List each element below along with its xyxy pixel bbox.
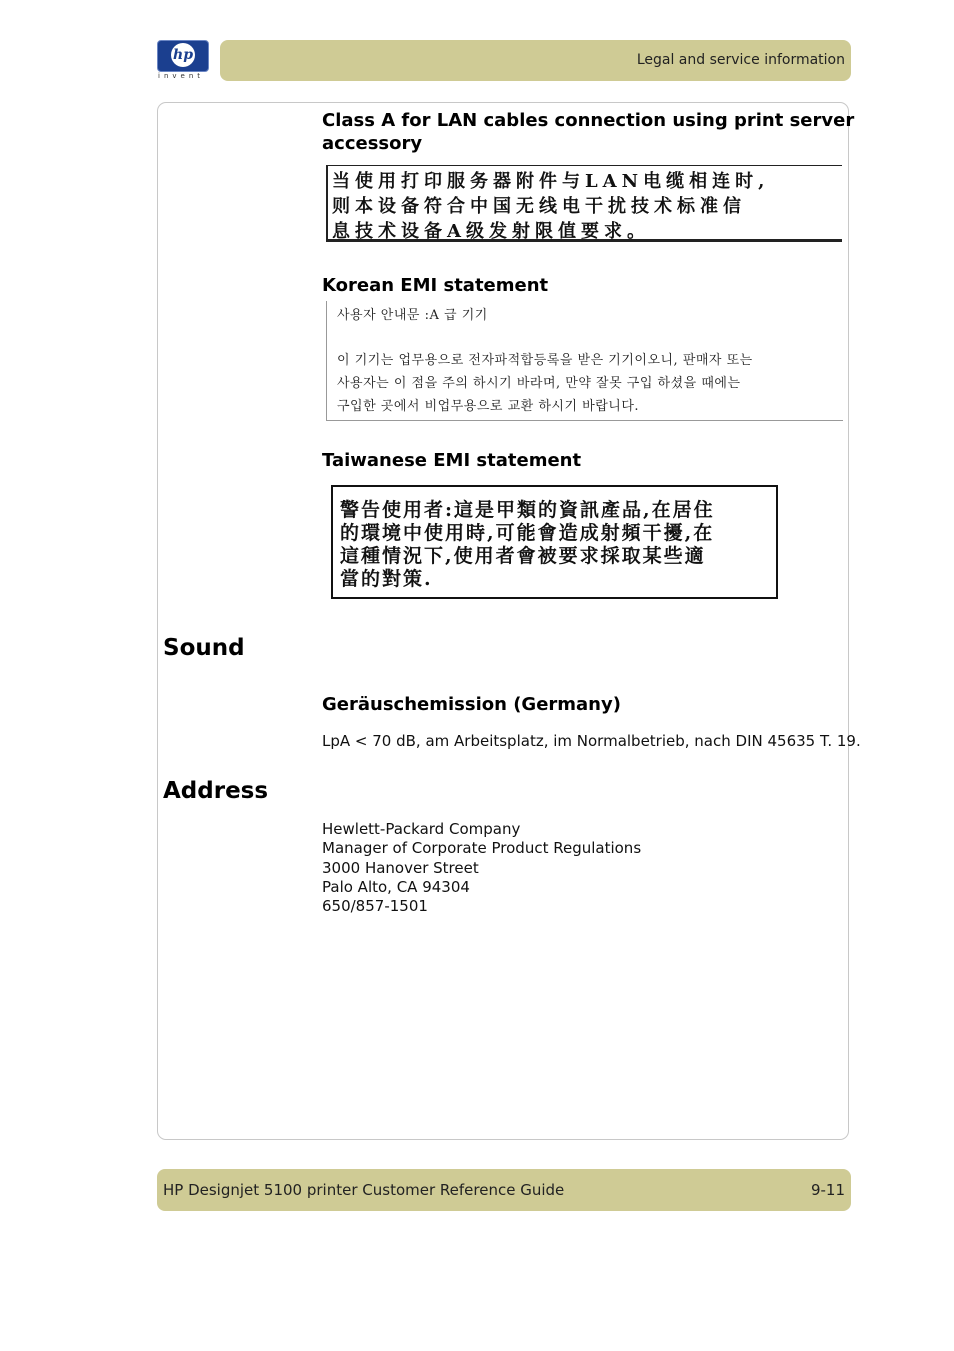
content-frame xyxy=(157,102,849,1140)
address-line-company: Hewlett-Packard Company xyxy=(322,820,521,838)
header-bar xyxy=(220,40,851,81)
address-line-street: 3000 Hanover Street xyxy=(322,858,479,877)
header-title: Legal and service information xyxy=(636,52,845,68)
sound-title: Sound xyxy=(163,635,245,661)
hp-logo-letters: hp xyxy=(171,43,195,67)
taiwanese-emi-line-2: 的環境中使用時,可能會造成射頻干擾,在 xyxy=(340,522,715,544)
hp-logo-mark xyxy=(157,40,209,72)
korean-emi-heading: Korean EMI statement xyxy=(322,275,549,296)
chinese-emi-line-2: 则本设备符合中国无线电干扰技术标准信 xyxy=(332,196,746,217)
hp-logo-tagline: invent xyxy=(158,72,205,80)
taiwanese-emi-line-4: 當的對策. xyxy=(340,568,433,590)
class-a-heading-line2: accessory xyxy=(322,133,423,154)
taiwanese-emi-line-1: 警告使用者:這是甲類的資訊產品,在居住 xyxy=(340,499,715,521)
hp-logo xyxy=(157,40,209,82)
address-line-department: Manager of Corporate Product Regulations xyxy=(322,839,642,858)
korean-emi-line-3: 사용자는 이 점을 주의 하시기 바라며, 만약 잘못 구입 하셨을 때에는 xyxy=(337,376,741,391)
class-a-heading-line1: Class A for LAN cables connection using print server xyxy=(322,110,855,131)
taiwanese-emi-line-3: 這種情況下,使用者會被要求採取某些適 xyxy=(340,545,706,567)
chinese-emi-line-1: 当使用打印服务器附件与LAN电缆相连时, xyxy=(332,171,770,192)
korean-emi-image xyxy=(326,301,843,421)
korean-emi-line-2: 이 기기는 업무용으로 전자파적합등록을 받은 기기이오니, 판매자 또는 xyxy=(337,353,753,368)
address-line-city: Palo Alto, CA 94304 xyxy=(322,877,470,896)
footer-doc-title: HP Designjet 5100 printer Customer Reference Guide xyxy=(163,1181,565,1199)
chinese-emi-image xyxy=(326,165,842,242)
sound-text: LpA < 70 dB, am Arbeitsplatz, im Normalbetrieb, nach DIN 45635 T. 19. xyxy=(322,732,861,750)
class-a-heading xyxy=(322,109,854,155)
korean-emi-line-4: 구입한 곳에서 비업무용으로 교환 하시기 바랍니다. xyxy=(337,399,640,414)
taiwanese-emi-heading: Taiwanese EMI statement xyxy=(322,450,582,471)
chinese-emi-line-3: 息技术设备A级发射限值要求。 xyxy=(332,221,650,242)
taiwanese-emi-image xyxy=(331,485,778,599)
sound-subheading: Geräuschemission (Germany) xyxy=(322,694,621,715)
footer-bar xyxy=(157,1169,851,1211)
address-line-phone: 650/857-1501 xyxy=(322,897,428,916)
address-block xyxy=(322,820,641,916)
korean-emi-line-1: 사용자 안내문 :A 급 기기 xyxy=(337,308,488,323)
address-title: Address xyxy=(163,778,269,804)
footer-page-number: 9-11 xyxy=(810,1181,845,1199)
